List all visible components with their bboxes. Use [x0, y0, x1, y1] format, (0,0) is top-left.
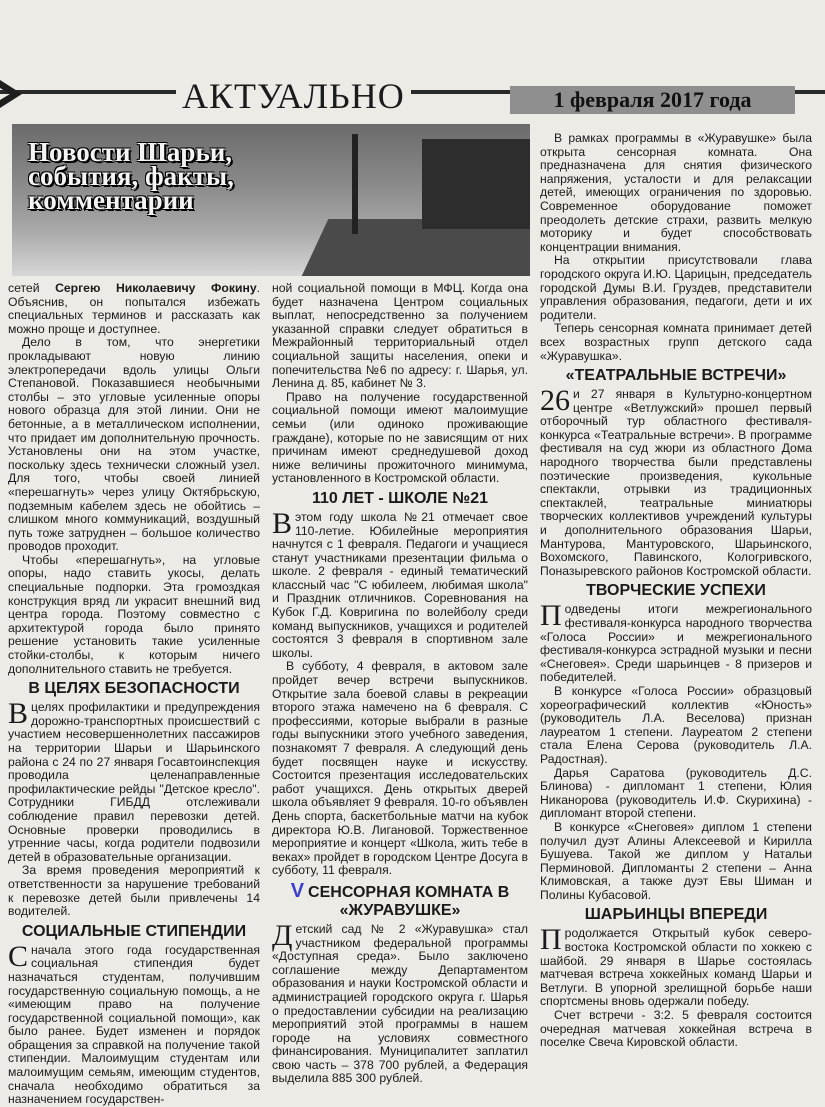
drop-cap: Д [272, 918, 293, 952]
headline-stipend: СОЦИАЛЬНЫЕ СТИПЕНДИИ [21, 922, 247, 940]
paragraph: На открытии присутствовали глава городского округа И.Ю. Царицын, председатель городской Думы В.И. Груздев, представители управления образования, педагоги, дети и их родители. [540, 253, 812, 322]
paragraph: Право на получение государственной социальной помощи имеют малоимущие семьи (или одиноко проживающие граждане), которые по не зависящим от них причинам имеют среднедушевой доход ниже величины прожиточного минимума, установленного в Костромской области. [272, 389, 528, 486]
paragraph: Дело в том, что энергетики прокладывают новую линию электропередачи вдоль улицы Ольги Степановой. Показавшиеся необычными столбы – это угловые усиленные опоры нового образца для этой линии. Они не бетонные, а в металлическом исполнении, что придает им дополнительную прочность. Установлены они на этом участке, поскольку здесь технически сложный узел. Для того, чтобы своей линией «перешагнуть» через улицу Октябрьскую, подземным кабелем здесь не обойтись – слишком много коммуникаций, воздушный путь тоже затруднен – большое количество проводов проходит. [8, 335, 260, 554]
column-1 [8, 282, 260, 1107]
paragraph: За время проведения мероприятий к ответственности за нарушение требований к перевозке детей были привлечены 14 водителей. [8, 863, 260, 919]
text: родолжается Открытый кубок северо-востока Костромской области по хоккею с шайбой. 29 января в Шарье состоялась матчевая встреча хоккейных команд Шарьи и Ветлуги. В упорной зрелищной борьбе наши спортсмены вновь одержали победу. [540, 926, 812, 1009]
text: целях профилактики и предупреждения дорожно-транспортных происшествий с участием несовершеннолетних пассажиров на территории Шарьи и Шарьинского района с 24 по 27 января Госавтоинспекция проводила целенаправленные профилактические рейды "Детское кресло". Сотрудники ГИБДД отслеживали соблюдение правил перевозки детей. Основные проверки проводились в утренние часы, когда родители подвозили детей в образовательные организации. [8, 700, 260, 864]
headline-success: ТВОРЧЕСКИЕ УСПЕХИ [586, 582, 766, 600]
text: сетей [8, 281, 56, 295]
drop-cap: П [540, 923, 562, 957]
drop-cap: С [8, 939, 29, 973]
text: . Объяснив, он попытался избежать специальных терминов и рассказать как можно проще и доступнее. [8, 281, 260, 336]
headline-hockey: ШАРЬИНЦЫ ВПЕРЕДИ [584, 906, 768, 924]
check-mark-icon: V [290, 879, 305, 902]
text: етский сад № 2 «Журавушка» стал участником федеральной программы «Доступная среда». Было заключено соглашение между Департаментом образования и науки Костромской области и администрацией городского округа г. Шарья о предоставлении субсидии на реализацию мероприятий этой программы в нашем городе на условиях совместного финансирования. Муниципалитет заплатил свою часть – 378 700 рублей, а Федерация выделила 885 300 рублей. [272, 921, 528, 1086]
text: и 27 января в Культурно-концертном центре «Ветлужский» прошел первый отборочный тур областного фестиваля-конкурса «Театральные встречи». В программе фестиваля на суд жюри из областного Дома народного творчества были представлены поэтические произведения, кукольные спектакли, отрывки из традиционных спектаклей, театральные миниатюры творческих коллективов учреждений культуры и дополнительного образования Шарьи, Мантурова, Мантуровского, Шарьинского, Вохомского, Павинского, Кологривского, Поназыревского районов Костромской области. [540, 387, 812, 578]
paragraph: Чтобы «перешагнуть», на угловые опоры, надо ставить укосы, делать специальные подпорки. Эта громоздкая конструкция вряд ли украсит внешний вид центра города. Поэтому совместно с архитектурой города было принято решение установить такие усиленные стойки-столбы, к которым ничего дополнительного ставить не требуется. [8, 552, 260, 676]
paragraph: В субботу, 4 февраля, в актовом зале пройдет вечер встречи выпускников. Открытие зала боевой славы в рекреации второго этажа намечено на 6 февраля. С профессиями, которые выбрали в разные годы выпускники этого учебного заведения, познакомят 7 февраля. А следующий день будет посвящен науке и искусству. Состоится презентация исследовательских работ учащихся. День открытых дверей школа объявляет 9 февраля. 10-го объявлен День спорта, баскетбольные матчи на кубок директора Ю.В. Лигановой. Торжественное мероприятие и концерт «Школа, жить тебе в веках» пройдет в городском Центре Досуга в субботу, 11 февраля. [272, 659, 528, 878]
paragraph [272, 918, 528, 1086]
headline-text: СЕНСОРНАЯ КОМНАТА В «ЖУРАВУШКЕ» [308, 883, 510, 919]
paragraph [540, 923, 812, 1009]
banner-title: Новости Шарьи, события, факты, комментарии [28, 137, 234, 215]
paragraph: В конкурсе «Снеговея» диплом 1 степени получил дуэт Алины Алексеевой и Кирилла Бушуева. Такой же диплом у Натальи Перминовой. Дипломанты 2 степени – Анна Климовская, а также дуэт Евы Шиман и Полины Кубасовой. [540, 819, 812, 902]
drop-cap: 26 [540, 384, 570, 418]
paragraph: Теперь сенсорная комната принимает детей всех возрастных групп детского сада «Журавушка». [540, 321, 812, 363]
paragraph: Дарья Саратова (руководитель Д.С. Блинова) - дипломант 1 степени, Юлия Никанорова (руководитель И.Ф. Скурихина) - дипломант второй степени. [540, 765, 812, 821]
paragraph: ной социальной помощи в МФЦ. Когда она будет назначена Центром социальных выплат, непосредственно за получением указанной справки следует обратиться в Межрайонный территориальный отдел социальной защиты населения, опеки и попечительства №6 по адресу: г. Шарья, ул. Ленина д. 85, кабинет № 3. [272, 281, 528, 391]
text: начала этого года государственная социальная стипендия будет назначаться студентам, получившим государственную социальную помощь, а не «имеющим право на получение государственной социальной помощи», как было ранее. Будет изменен и порядок обращения за справкой на получение такой стипендии. Малоимущим студентам или малоимущим семьям, имеющим студентов, сначала необходимо обратиться за назначением государствен- [8, 942, 260, 1107]
text: этом году школа №21 отмечает свое 110-летие. Юбилейные мероприятия начнутся с 1 февраля. Педагоги и учащиеся станут участниками презентации фильма о школе. 2 февраля - единый тематический классный час "С юбилеем, любимая школа" и Праздник отличников. Соревнования на Кубок Г.Д. Ковригина по волейболу среди команд выпускников, учащихся и родителей состоятся 3 февраля в спортивном зале школы. [272, 509, 528, 660]
issue-date: 1 февраля 2017 года [510, 86, 795, 114]
column-3 [540, 132, 812, 1050]
paragraph [8, 939, 260, 1107]
text: одведены итоги межрегионального фестиваля-конкурса народного творчества «Голоса России» и межрегионального фестиваля-конкурса эстрадной музыки и песни «Снеговея». Среди шарьинцев - 8 призеров и победителей. [540, 602, 812, 685]
paragraph [272, 506, 528, 661]
column-2 [272, 282, 528, 1086]
paragraph: В конкурсе «Голоса России» образцовый хореографический коллектив «Юность» (руководитель Л.А. Веселова) признан лауреатом 1 степени. Лауреатом 2 степени стала Елена Серова (руководитель Л.А. Радостная). [540, 683, 812, 766]
paragraph [8, 697, 260, 864]
headline-safety: В ЦЕЛЯХ БЕЗОПАСНОСТИ [28, 680, 240, 698]
paragraph [8, 282, 260, 336]
drop-cap: В [8, 697, 29, 731]
paragraph: В рамках программы в «Журавушке» была открыта сенсорная комната. Она предназначена для снятия физического напряжения, усталости и для релаксации детей, имеющих ограничения по здоровью. Современное оборудование поможет преодолеть детские страхи, развить мелкую моторику и будет способствовать концентрации внимания. [540, 131, 812, 254]
headline-theatre: «ТЕАТРАЛЬНЫЕ ВСТРЕЧИ» [565, 367, 787, 385]
chevron-icon [0, 78, 40, 110]
headline-sensor [272, 879, 528, 920]
drop-cap: П [540, 599, 562, 633]
photo-building [422, 139, 530, 229]
person-name: Сергею Николаевичу Фокину [55, 281, 257, 295]
section-title: АКТУАЛЬНО [176, 78, 411, 114]
photo-tree [352, 134, 358, 234]
paragraph: Счет встречи - 3:2. 5 февраля состоится очередная матчевая хоккейная встреча в поселке Свеча Кировской области. [540, 1008, 812, 1050]
paragraph [540, 384, 812, 578]
paragraph [540, 599, 812, 685]
drop-cap: В [272, 506, 293, 540]
headline-school: 110 ЛЕТ - ШКОЛЕ №21 [311, 489, 488, 507]
